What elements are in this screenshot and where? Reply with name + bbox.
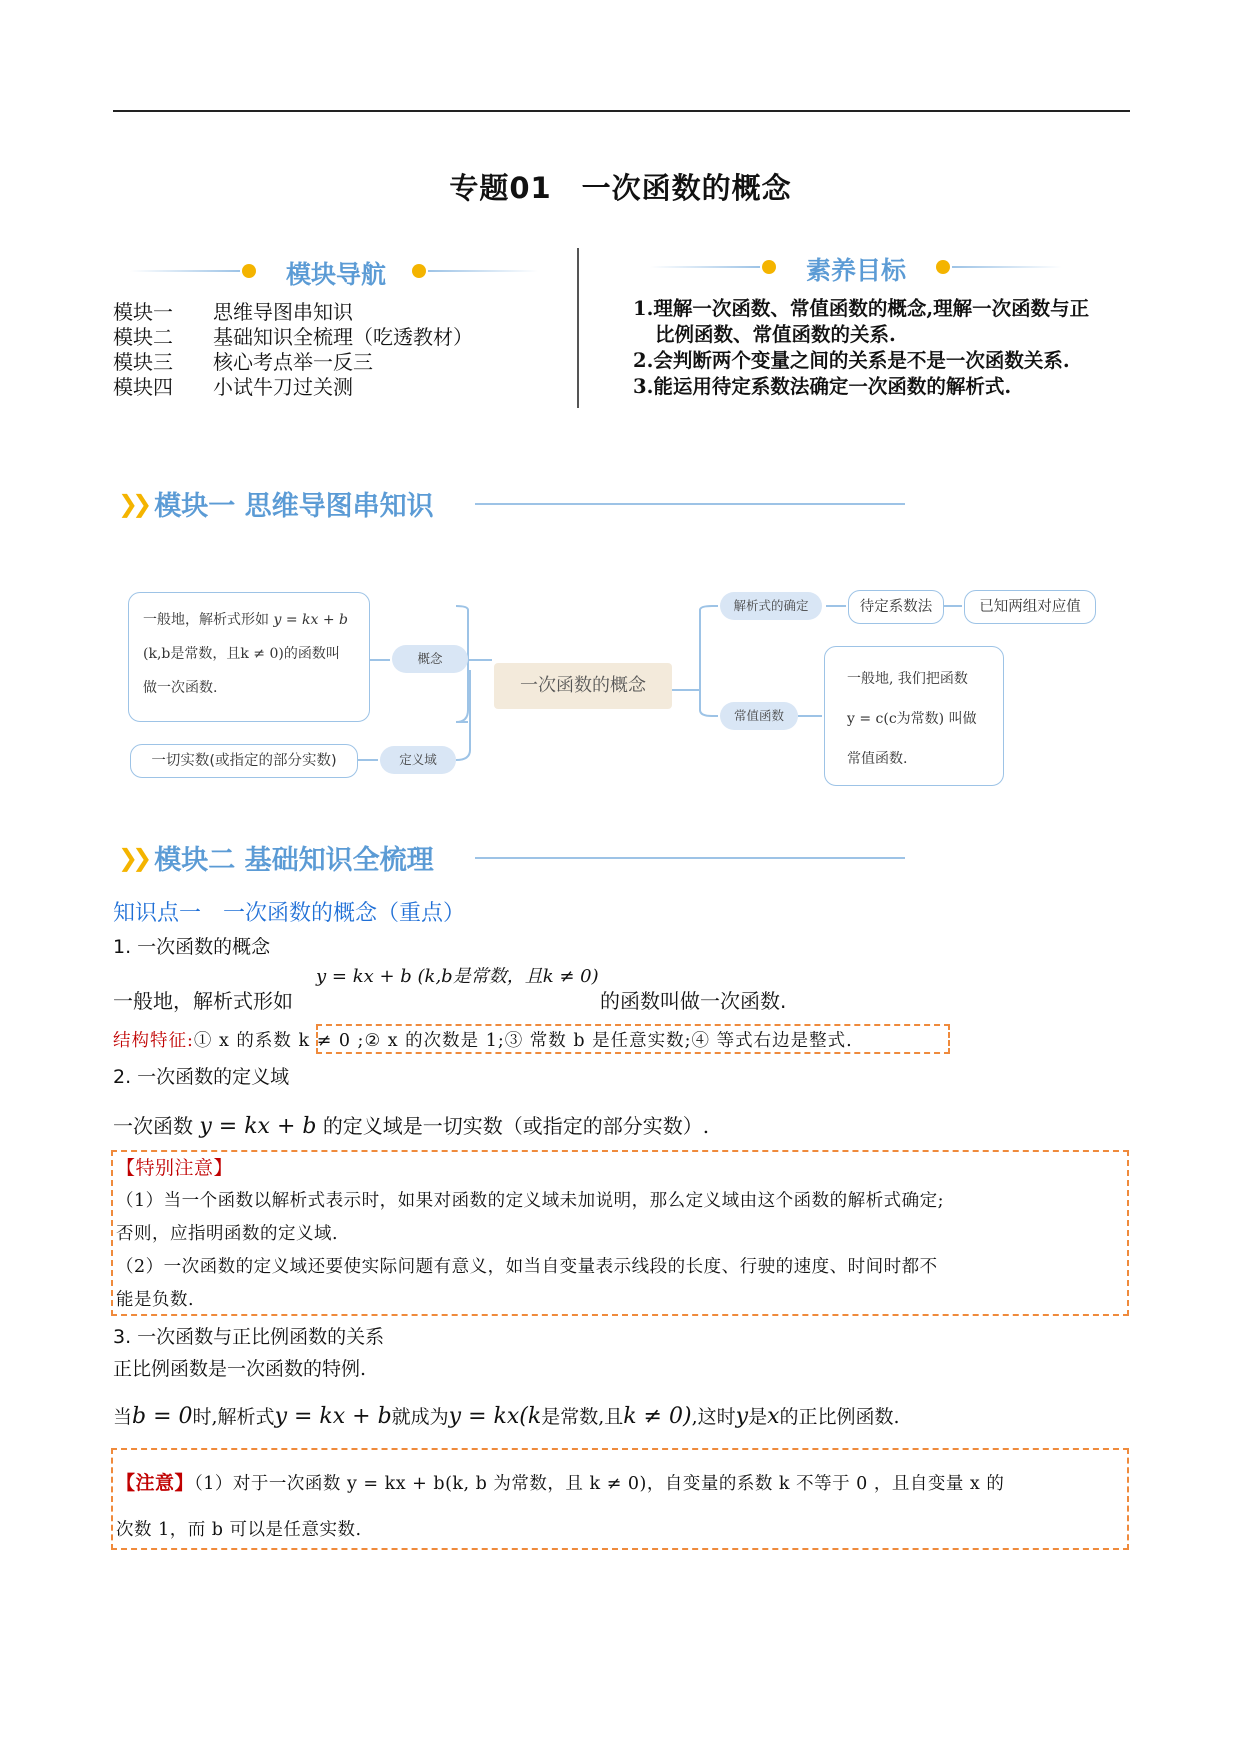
nav-deco-line-left	[130, 270, 240, 272]
nav-item: 模块二 基础知识全梳理（吃透教材）	[113, 325, 473, 349]
chevron-icon: ❯❯	[118, 489, 147, 518]
domain-line: 一次函数 y = kx + b 的定义域是一切实数（或指定的部分实数）.	[113, 1114, 710, 1139]
goals-dot-left	[762, 260, 776, 274]
nav-deco-line-right	[428, 270, 538, 272]
goals-heading: 素养目标	[805, 256, 906, 285]
module2-heading: ❯❯ 模块二 基础知识全梳理	[118, 843, 434, 876]
center-node: 一次函数的概念	[494, 663, 672, 709]
nav-dot-right	[412, 264, 426, 278]
kp1-heading: 知识点一 一次函数的概念（重点）	[113, 901, 466, 926]
kp1-s2: 2. 一次函数的定义域	[113, 1066, 290, 1088]
special-note: 【特别注意】 （1）当一个函数以解析式表示时，如果对函数的定义域未加说明，那么定义域由这个函数的解析式确定; 否则，应指明函数的定义域. （2）一次函数的定义域还要使实际问题有意义，如当自变量表示线段的长度、行驶的速度、时间时都不 能是负数.	[116, 1157, 945, 1310]
nav-item: 模块一 思维导图串知识	[113, 300, 353, 324]
goal-2: 2.会判断两个变量之间的关系是不是一次函数关系.	[633, 349, 1070, 372]
note: 【注意】（1）对于一次函数 y = kx + b(k, b 为常数，且 k ≠ 0)，自变量的系数 k 不等于 0 ，且自变量 x 的 次数 1，而 b 可以是任意实数.	[116, 1472, 1005, 1540]
relation-2: 当b = 0时,解析式y = kx + b就成为y = kx(k是常数,且k ≠ 0),这时y是x的正比例函数.	[113, 1404, 900, 1429]
nav-item: 模块四 小试牛刀过关测	[113, 375, 353, 399]
goals-deco-line-left	[650, 266, 760, 268]
chevron-icon: ❯❯	[118, 843, 147, 872]
goals-list	[633, 296, 1173, 400]
top-rule	[113, 110, 1130, 112]
module2-rule	[475, 857, 905, 859]
nav-item: 模块三 核心考点举一反三	[113, 350, 373, 374]
method-box: 待定系数法	[848, 590, 944, 624]
nav-heading: 模块导航	[285, 260, 386, 289]
concept-label: 概念	[392, 645, 468, 673]
goal-1-cont: 比例函数、常值函数的关系.	[655, 323, 896, 346]
domain-box: 一切实数(或指定的部分实数)	[130, 744, 358, 778]
concept-box: 一般地，解析式形如 y = kx + b (k,b是常数，且k ≠ 0)的函数叫 做一次函数.	[128, 592, 370, 722]
goal-3: 3.能运用待定系数法确定一次函数的解析式.	[633, 375, 1012, 398]
page-title	[0, 166, 1241, 207]
goal-1: 1.理解一次函数、常值函数的概念,理解一次函数与正	[633, 297, 1090, 320]
def-suffix: 的函数叫做一次函数.	[600, 989, 787, 1013]
constant-box: 一般地, 我们把函数 y = c(c为常数) 叫做 常值函数.	[824, 646, 1004, 786]
kp1-s1: 1. 一次函数的概念	[113, 936, 271, 958]
domain-label: 定义域	[380, 746, 456, 774]
nav-dot-left	[242, 264, 256, 278]
known-box: 已知两组对应值	[964, 590, 1096, 624]
relation-1: 正比例函数是一次函数的特例.	[113, 1358, 367, 1380]
nav-list	[113, 300, 473, 400]
analytic-label: 解析式的确定	[720, 592, 822, 620]
title-number: 专题01	[449, 171, 552, 205]
def-prefix: 一般地，解析式形如	[113, 989, 293, 1013]
goals-deco-line-right	[952, 266, 1062, 268]
module1-heading: ❯❯ 模块一 思维导图串知识	[118, 489, 434, 522]
column-divider	[577, 248, 579, 408]
title-text: 一次函数的概念	[581, 171, 792, 205]
constant-label: 常值函数	[720, 702, 798, 730]
module1-rule	[475, 503, 905, 505]
def-math: y = kx + b (k,b是常数，且k ≠ 0)	[316, 966, 599, 987]
kp1-s3: 3. 一次函数与正比例函数的关系	[113, 1326, 385, 1348]
struct-line: 结构特征:① x 的系数 k ≠ 0 ;② x 的次数是 1;③ 常数 b 是任意实数;④ 等式右边是整式.	[113, 1031, 853, 1051]
goals-dot-right	[936, 260, 950, 274]
